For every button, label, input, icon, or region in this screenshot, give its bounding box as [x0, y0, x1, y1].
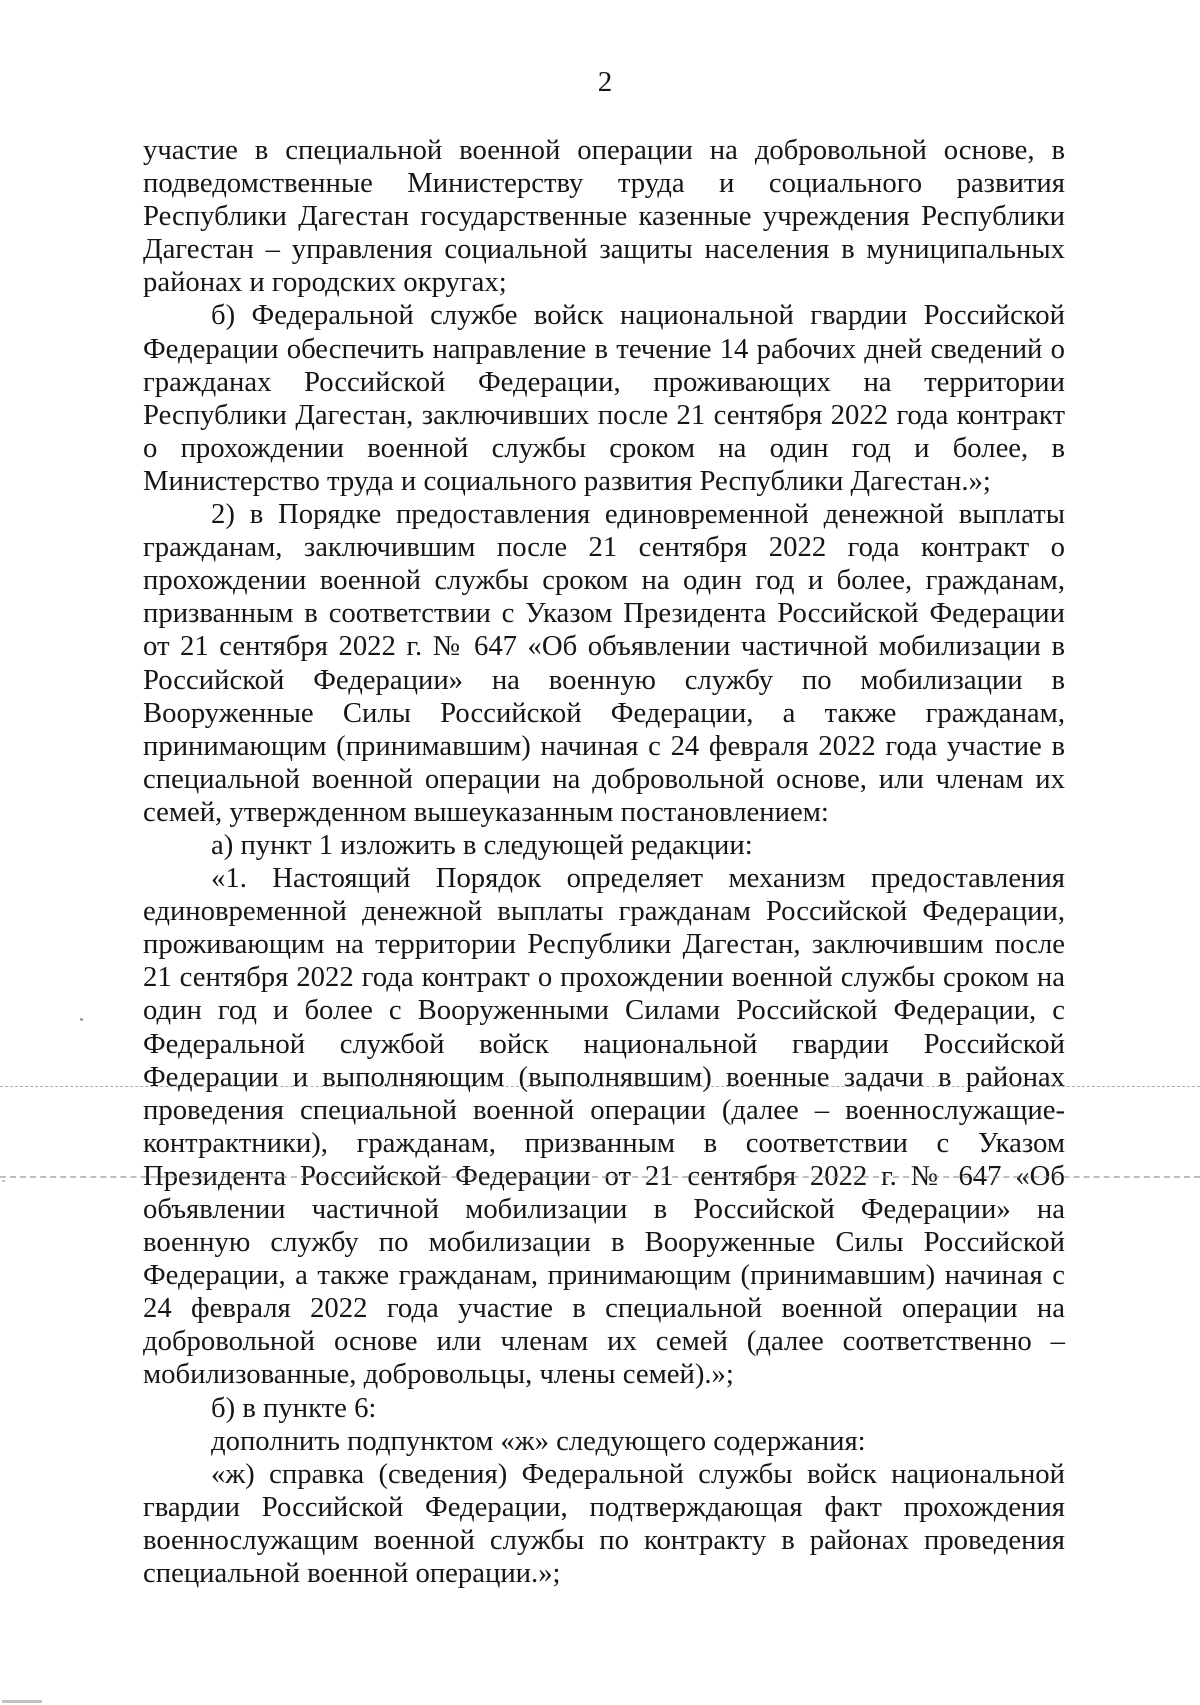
paragraph-item-a-point-1: а) пункт 1 изложить в следующей редакции: — [211, 828, 753, 861]
paragraph-add-subpoint: дополнить подпунктом «ж» следующего содержания: — [211, 1424, 866, 1457]
scan-dust-dot — [80, 1018, 83, 1021]
page-number: 2 — [597, 66, 613, 98]
paragraph-subpoint-zh: «ж) справка (сведения) Федеральной службы войск национальной гвардии Российской Федерации, подтверждающая факт прохождения военнослужащим военной службы по контракту в районах проведения специальной военной операции.»; — [143, 1457, 1065, 1590]
scan-fold-line — [0, 1176, 1200, 1178]
document-body — [143, 134, 1065, 1590]
paragraph-continuation: участие в специальной военной операции на добровольной основе, в подведомственные Министерству труда и социального развития Республики Дагестан государственные казенные учреждения Республики Дагестан – управления социальной защиты населения в муниципальных районах и городских округах; — [143, 134, 1065, 299]
scan-edge-mark — [2, 1700, 42, 1703]
paragraph-item-b-point-6: б) в пункте 6: — [211, 1391, 377, 1424]
paragraph-item-b-rosgvardia: б) Федеральной службе войск национальной гвардии Российской Федерации обеспечить направление в течение 14 рабочих дней сведений о гражданах Российской Федерации, проживающих на территории Республики Дагестан, заключивших после 21 сентября 2022 года контракт о прохождении военной службы сроком на один год и более, в Министерство труда и социального развития Республики Дагестан.»; — [143, 299, 1065, 497]
scan-fold-line — [0, 1086, 1200, 1087]
scan-edge-mark — [2, 1180, 5, 1182]
paragraph-point-1-text: «1. Настоящий Порядок определяет механизм предоставления единовременной денежной выплаты гражданам Российской Федерации, проживающим на территории Республики Дагестан, заключившим после 21 сентября 2022 года контракт о прохождении военной службы сроком на один год и более с Вооруженными Силами Российской Федерации, с Федеральной службой войск национальной гвардии Российской Федерации и выполняющим (выполнявшим) военные задачи в районах проведения специальной военной операции (далее – военнослужащие-контрактники), гражданам, призванным в соответствии с Указом Президента Российской Федерации от 21 сентября 2022 г. № 647 «Об объявлении частичной мобилизации в Российской Федерации» на военную службу по мобилизации в Вооруженные Силы Российской Федерации, а также гражданам, принимающим (принимавшим) начиная с 24 февраля 2022 года участие в специальной военной операции на добровольной основе или членам их семей (далее соответственно – мобилизованные, добровольцы, члены семей).»; — [143, 862, 1065, 1391]
paragraph-item-2-procedure: 2) в Порядке предоставления единовременной денежной выплаты гражданам, заключившим после 21 сентября 2022 года контракт о прохождении военной службы сроком на один год и более, гражданам, призванным в соответствии с Указом Президента Российской Федерации от 21 сентября 2022 г. № 647 «Об объявлении частичной мобилизации в Российской Федерации» на военную службу по мобилизации в Вооруженные Силы Российской Федерации, а также гражданам, принимающим (принимавшим) начиная с 24 февраля 2022 года участие в специальной военной операции на добровольной основе, или членам их семей, утвержденном вышеуказанным постановлением: — [143, 498, 1065, 828]
